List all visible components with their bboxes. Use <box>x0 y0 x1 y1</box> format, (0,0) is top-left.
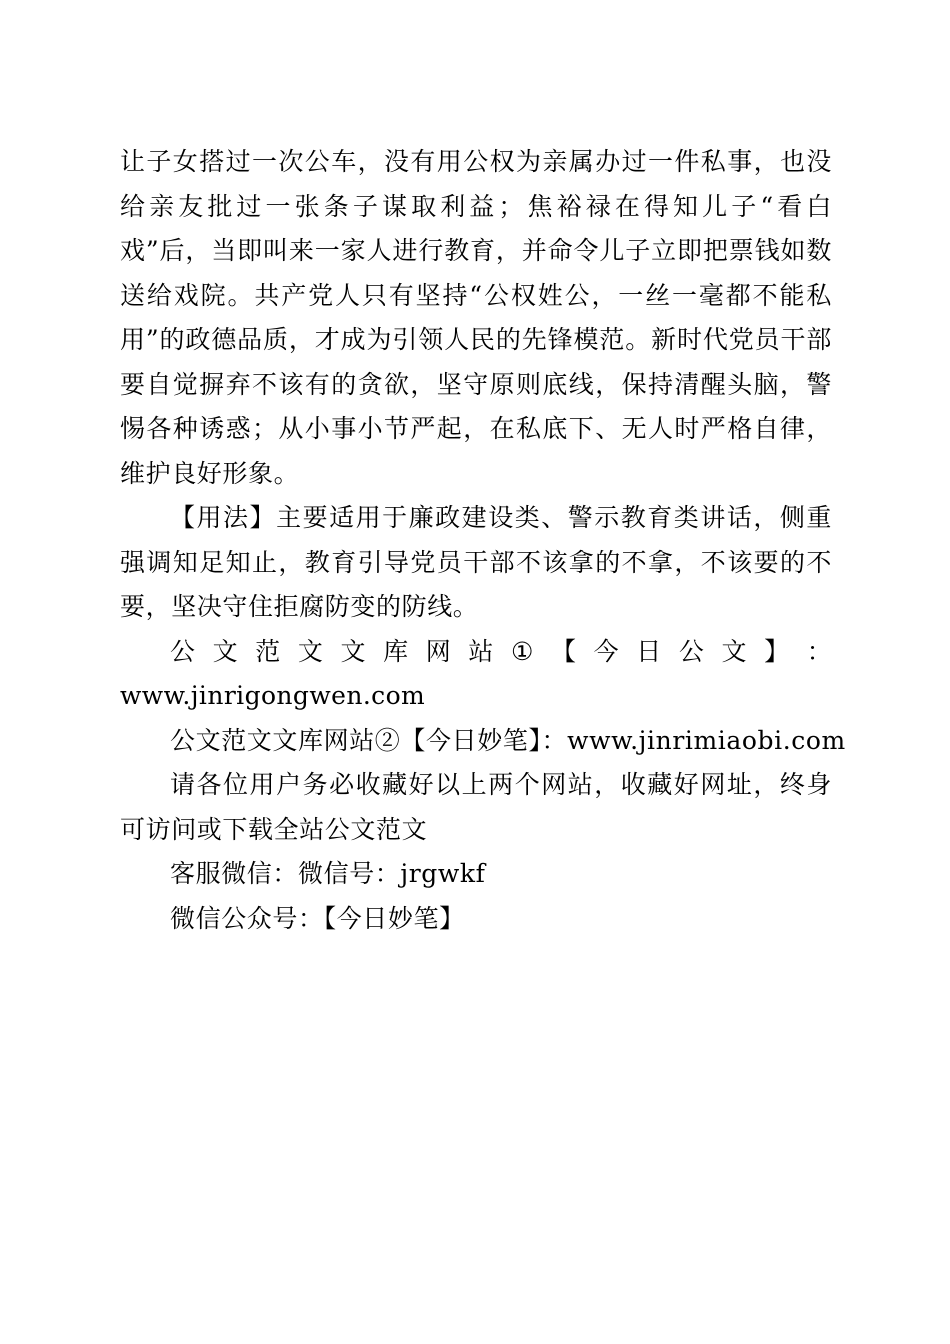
body-paragraph-1: 让子女搭过一次公车，没有用公权为亲属办过一件私事，也没给亲友批过一张条子谋取利益；焦裕禄在得知儿子“看白戏”后，当即叫来一家人进行教育，并命令儿子立即把票钱如数送给戏院。共产党人只有坚持“公权姓公，一丝一毫都不能私用”的政德品质，才成为引领人民的先锋模范。新时代党员干部要自觉摒弃不该有的贪欲，坚守原则底线，保持清醒头脑，警惕各种诱惑；从小事小节严起，在私底下、无人时严格自律，维护良好形象。 <box>120 147 832 488</box>
site1-char: 站 <box>468 636 494 666</box>
site1-char: 网 <box>425 636 451 666</box>
site1-char: 【 <box>551 636 577 666</box>
site1-char: 文 <box>212 636 238 666</box>
site1-char: 公 <box>678 636 704 666</box>
wechat-service-line: 客服微信：微信号：jrgwkf <box>170 859 486 888</box>
site1-char: 】 <box>764 636 790 666</box>
site1-char: 日 <box>636 636 662 666</box>
document-page <box>120 140 846 941</box>
wechat-public-line: 微信公众号：【今日妙笔】 <box>170 903 465 933</box>
site1-char: ① <box>511 636 534 666</box>
site1-char: 库 <box>383 636 409 666</box>
usage-paragraph: 【用法】主要适用于廉政建设类、警示教育类讲话，侧重强调知足知止，教育引导党员干部不该拿的不拿，不该要的不要，坚决守住拒腐防变的防线。 <box>120 503 832 621</box>
site1-char: 今 <box>593 636 619 666</box>
site2-line: 公文范文文库网站②【今日妙笔】：www.jinrimiaobi.com <box>170 725 846 755</box>
site1-char: 文 <box>721 636 747 666</box>
site1-char: 公 <box>170 636 196 666</box>
site1-line <box>120 630 832 675</box>
site1-url: www.jinrigongwen.com <box>120 681 426 710</box>
site1-char: 范 <box>255 636 281 666</box>
site1-char: 文 <box>297 636 323 666</box>
site1-char: 文 <box>340 636 366 666</box>
site1-char: ： <box>806 636 832 666</box>
notice-paragraph: 请各位用户务必收藏好以上两个网站，收藏好网址，终身可访问或下载全站公文范文 <box>120 770 832 844</box>
